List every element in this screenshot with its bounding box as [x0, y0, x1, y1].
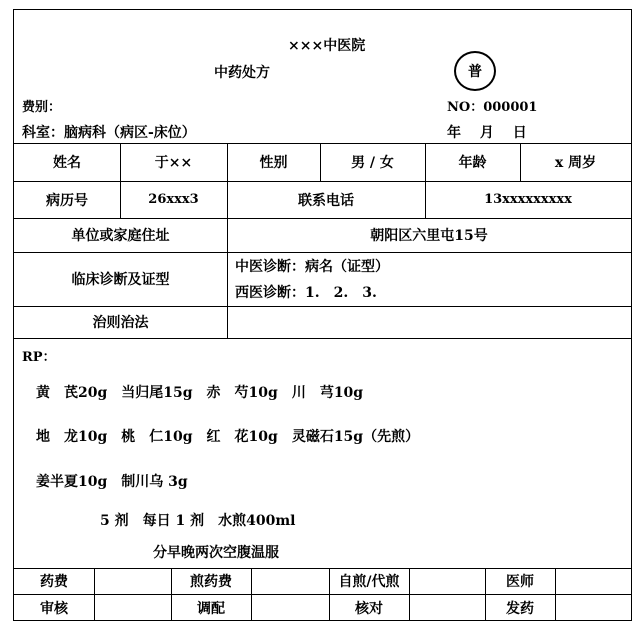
issue-label: 发药 — [506, 600, 534, 617]
phone-value: 13xxxxxxxxx — [484, 192, 572, 207]
decoction-fee-value — [251, 568, 329, 594]
medicine-fee-label: 药费 — [40, 574, 68, 590]
review-label: 审核 — [40, 600, 68, 617]
department-label: 科室：脑病科（病区-床位） — [22, 125, 196, 141]
dispense-value — [251, 594, 329, 621]
check-label: 核对 — [355, 600, 383, 617]
address-value: 朝阳区六里屯15号 — [370, 228, 488, 244]
hospital-name: ×××中医院 — [288, 38, 366, 54]
diagnosis-label: 临床诊断及证型 — [71, 272, 170, 288]
fee-type-label: 费别： — [22, 100, 62, 115]
tcm-diagnosis: 中医诊断：病名（证型） — [235, 259, 389, 275]
record-number-value: 26xxx3 — [148, 192, 199, 207]
check-value — [409, 594, 485, 621]
form-title: 中药处方 — [214, 65, 270, 81]
rp-label: RP： — [22, 350, 56, 365]
decoction-method-value — [409, 568, 485, 594]
age-value: x 周岁 — [554, 155, 597, 171]
physician-label: 医师 — [506, 574, 534, 590]
herb-line-1: 黄 芪20g 当归尾15g 赤 芍10g 川 芎10g — [36, 385, 364, 401]
western-diagnosis: 西医诊断：1. 2. 3. — [235, 285, 377, 301]
dosage-instruction: 5 剂 每日 1 剂 水煎400ml — [100, 513, 296, 529]
issue-value — [555, 594, 631, 621]
record-number-label: 病历号 — [46, 192, 88, 209]
prescription-type-stamp: 普 — [454, 51, 496, 91]
usage-instruction: 分早晚两次空腹温服 — [153, 545, 279, 561]
decoction-method-label: 自煎/代煎 — [338, 574, 400, 590]
address-label: 单位或家庭住址 — [71, 228, 170, 244]
sex-value: 男 / 女 — [351, 155, 394, 171]
prescription-form — [13, 9, 632, 621]
herb-line-3: 姜半夏10g 制川乌 3g — [36, 474, 188, 490]
review-value — [94, 594, 171, 621]
dispense-label: 调配 — [197, 600, 225, 617]
phone-label: 联系电话 — [298, 192, 354, 209]
herb-line-2: 地 龙10g 桃 仁10g 红 花10g 灵磁石15g（先煎） — [36, 429, 420, 445]
date-label: 年 月 日 — [447, 125, 527, 141]
prescription-number: NO：000001 — [447, 100, 538, 115]
name-value: 于×× — [154, 155, 193, 171]
decoction-fee-label: 煎药费 — [190, 574, 232, 590]
sex-label: 性别 — [259, 155, 288, 171]
physician-value — [555, 568, 631, 594]
name-label: 姓名 — [53, 155, 81, 171]
treatment-label: 治则治法 — [92, 315, 149, 331]
medicine-fee-value — [94, 568, 171, 594]
treatment-value — [227, 306, 631, 338]
age-label: 年龄 — [458, 155, 487, 171]
divider — [14, 338, 631, 339]
